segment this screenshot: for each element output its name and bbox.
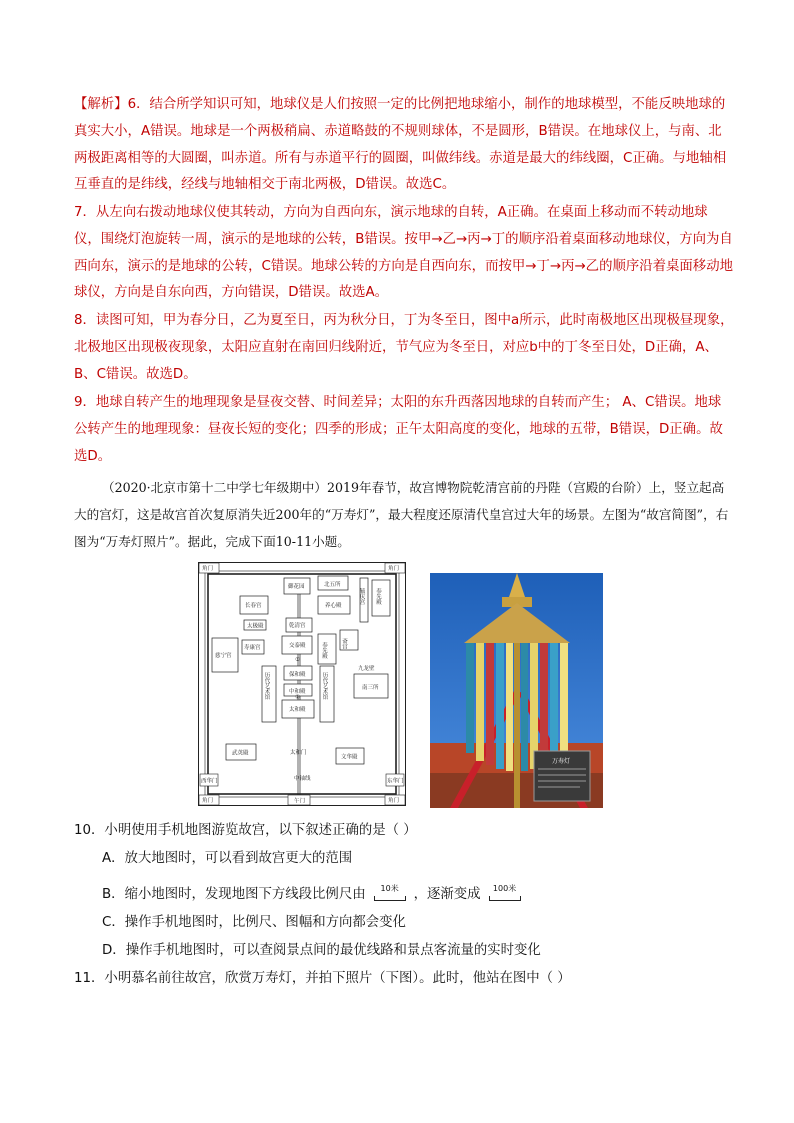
q10-option-c: C．操作手机地图时，比例尺、图幅和方向都会变化 (102, 915, 406, 930)
scale-bar-100m: 100米 (487, 884, 523, 904)
analysis-tag: 【解析】 (74, 97, 128, 112)
map-fengxian: 奉先殿 (375, 588, 381, 605)
q10-option-b: B．缩小地图时，发现地图下方线段比例尺由 10米 ，逐渐变成 100米 (102, 884, 529, 906)
q10-option-a: A．放大地图时，可以看到故宫更大的范围 (102, 851, 353, 866)
map-shoukang: 寿康宫 (244, 645, 261, 651)
map-yangxin: 养心殿 (325, 603, 342, 609)
map-corner-sw: 角门 (202, 798, 214, 804)
analysis-q8: 8．读图可知，甲为春分日，乙为夏至日，丙为秋分日，丁为冬至日，图中a所示，此时南极地区出现极昼现象，北极地区出现极夜现象，太阳应直射在南回归线附近，节气应为冬至日，对应b中的丁冬至日处，D正确，A、B、C错误。故选D。 (74, 313, 734, 382)
map-marker-2: ② (295, 694, 300, 701)
q11-stem: 11．小明慕名前往故宫，欣赏万寿灯，并拍下照片（下图）。此时，他站在图中（ ） (74, 971, 571, 986)
map-zhonghe: 中和殿 (289, 689, 306, 695)
map-art-right: 历代艺术馆 (321, 672, 328, 700)
map-taiji: 太极殿 (247, 623, 264, 630)
analysis-q6: 【解析】6．结合所学知识可知，地球仪是人们按照一定的比例把地球缩小，制作的地球模型，不能反映地球的真实大小，A错误。地球是一个两极稍扁、赤道略鼓的不规则球体，不是圆形，B错误。在地球仪上，与南、北两极距离相等的大圆圈，叫赤道。所有与赤道平行的圆圈，叫做纬线。赤道是最大的纬线圈，C正确。与地轴相互垂直的是纬线，经线与地轴相交于南北两极，D错误。故选C。 (74, 97, 727, 193)
map-imperial-garden: 御花园 (288, 584, 305, 590)
map-wuying: 武英殿 (232, 750, 249, 757)
map-nansansuo: 南三所 (362, 685, 379, 691)
map-changchun: 长春宫 (245, 603, 262, 609)
map-jiaotai: 交泰殿 (289, 643, 306, 649)
map-baohe: 保和殿 (289, 672, 306, 678)
q10-stem: 10．小明使用手机地图游览故宫，以下叙述正确的是（ ） (74, 823, 417, 838)
map-zhaigong: 斋宫 (341, 638, 347, 649)
map-wumen: 午门 (294, 798, 306, 805)
photo-sign-title: 万寿灯 (552, 758, 571, 765)
wanshou-lamp-photo (430, 573, 603, 808)
analysis-q7: 7．从左向右拨动地球仪使其转动，方向为自西向东，演示地球的自转，A正确。在桌面上移动而不转动地球仪，围绕灯泡旋转一周，演示的是地球的公转，B错误。按甲→乙→丙→丁的顺序沿着桌面移动地球仪，方向为自西向东，演示的是地球的公转，C错误。地球公转的方向是自西向东，而按甲→丁→丙→乙的顺序沿着桌面移动地球仪，方向是自东向西，方向错误，D错误。故选A。 (74, 205, 733, 301)
map-qianqing: 乾清宫 (289, 623, 306, 629)
map-cining: 慈宁宫 (215, 653, 232, 659)
map-corner-nw: 角门 (202, 566, 214, 572)
map-corner-ne: 角门 (388, 566, 400, 572)
map-taihemen: 太和门 (290, 750, 307, 756)
forbidden-city-map (198, 562, 406, 806)
map-taihe: 太和殿 (289, 707, 306, 713)
map-fengxian2: 奉先殿 (321, 642, 327, 659)
analysis-q9: 9．地球自转产生的地理现象是昼夜交替、时间差异；太阳的东升西落因地球的自转而产生； A、C错误。地球公转产生的地理现象：昼夜长短的变化；四季的形成；正午太阳高度的变化，地球的五带，B错误，D正确。故选D。 (74, 395, 723, 464)
q10-option-d: D．操作手机地图时，可以查阅景点间的最优线路和景点客流量的实时变化 (102, 943, 541, 958)
map-axis: 中轴线 (294, 776, 311, 782)
question-intro: （2020·北京市第十二中学七年级期中）2019年春节，故宫博物院乾清宫前的丹陛（宫殿的台阶）上，竖立起高大的宫灯，这是故宫首次复原消失近200年的“万寿灯”，最大程度还原清代皇宫过大年的场景。左图为“故宫简图”，右图为“万寿灯照片”。据此，完成下面10-11小题。 (74, 480, 729, 549)
map-donghua: 东华门 (387, 778, 404, 785)
scale-bar-10m: 10米 (372, 884, 408, 904)
map-wenhua: 文华殿 (341, 754, 358, 761)
map-corner-se: 角门 (388, 798, 400, 804)
map-xihua: 西华门 (201, 778, 218, 785)
map-art-left: 历代艺术馆 (263, 672, 270, 700)
map-marker-1: ① (295, 657, 300, 663)
map-yuqing: 毓庆宫 (358, 588, 365, 605)
map-beiwusuo: 北五所 (324, 582, 341, 588)
map-jiulongbi: 九龙壁 (358, 666, 375, 672)
